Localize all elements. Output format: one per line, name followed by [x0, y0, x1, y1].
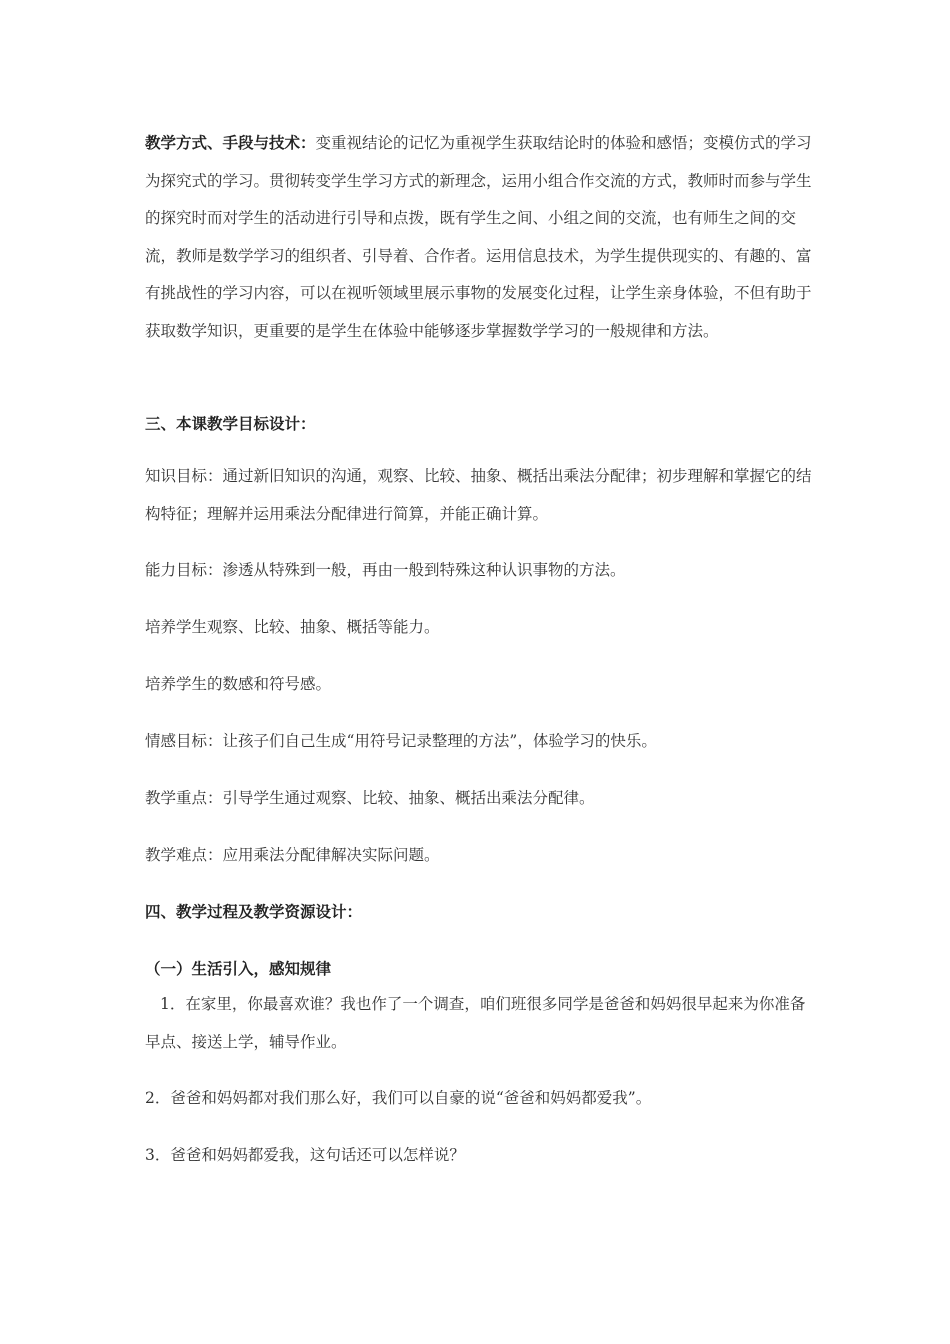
- process-item-2: 2．爸爸和妈妈都对我们那么好，我们可以自豪的说“爸爸和妈妈都爱我”。: [145, 1089, 652, 1107]
- section4-subheading: （一）生活引入，感知规律: [145, 959, 332, 978]
- intro-label: 教学方式、手段与技术：: [145, 133, 316, 152]
- teaching-key-point: 教学重点：引导学生通过观察、比较、抽象、概括出乘法分配律。: [145, 789, 595, 807]
- section3-heading: 三、本课教学目标设计：: [145, 414, 316, 433]
- section4-heading: 四、教学过程及教学资源设计：: [145, 902, 363, 921]
- process-item-3: 3．爸爸和妈妈都爱我，这句话还可以怎样说？: [145, 1146, 465, 1164]
- intro-paragraph: [145, 124, 813, 350]
- ability-goal-2: 培养学生观察、比较、抽象、概括等能力。: [145, 618, 440, 636]
- process-item-1: 1．在家里，你最喜欢谁？我也作了一个调查，咱们班很多同学是爸爸和妈妈很早起来为你准备早点、接送上学，辅导作业。: [145, 995, 806, 1051]
- emotion-goal: 情感目标：让孩子们自己生成“用符号记录整理的方法”，体验学习的快乐。: [145, 732, 657, 750]
- ability-goal: 能力目标：渗透从特殊到一般，再由一般到特殊这种认识事物的方法。: [145, 561, 626, 579]
- ability-goal-3: 培养学生的数感和符号感。: [145, 675, 332, 693]
- intro-text: 变重视结论的记忆为重视学生获取结论时的体验和感悟；变模仿式的学习为探究式的学习。贯彻转变学生学习方式的新理念，运用小组合作交流的方式，教师时而参与学生的探究时而对学生的活动进行引导和点拨，既有学生之间、小组之间的交流，也有师生之间的交流，教师是数学学习的组织者、引导着、合作者。运用信息技术，为学生提供现实的、有趣的、富有挑战性的学习内容，可以在视听领域里展示事物的发展变化过程，让学生亲身体验，不但有助于获取数学知识，更重要的是学生在体验中能够逐步掌握数学学习的一般规律和方法。: [145, 134, 812, 340]
- knowledge-goal: 知识目标：通过新旧知识的沟通，观察、比较、抽象、概括出乘法分配律；初步理解和掌握它的结构特征；理解并运用乘法分配律进行简算，并能正确计算。: [145, 467, 812, 523]
- teaching-difficulty: 教学难点：应用乘法分配律解决实际问题。: [145, 846, 440, 864]
